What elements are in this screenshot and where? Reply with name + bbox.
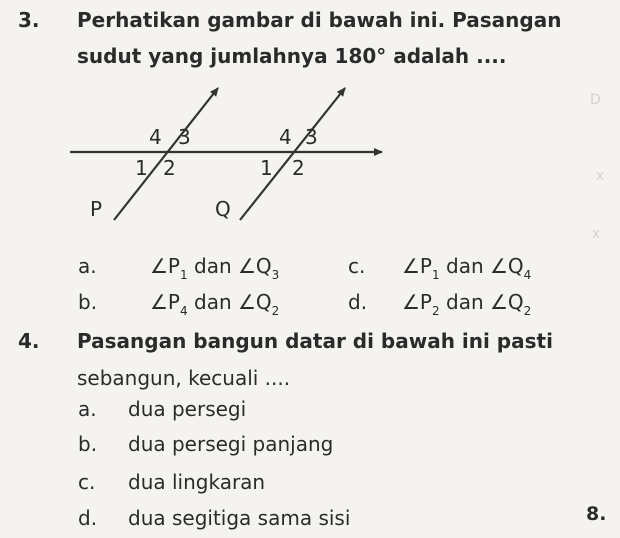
angle-label-right-3: 3 (305, 125, 318, 149)
conjunction: dan (194, 290, 232, 314)
angle-2: ∠Q (490, 290, 524, 314)
question-3-text-line1: Perhatikan gambar di bawah ini. Pasangan (77, 8, 562, 32)
q4-option-d-letter: d. (78, 506, 98, 530)
q3-option-d[interactable]: $\angle P_2$ dan $\angle Q_2$ (402, 290, 532, 318)
q3-option-d-letter: d. (348, 290, 368, 314)
angle-label-right-1: 1 (260, 156, 273, 180)
angle-label-left-3: 3 (178, 125, 191, 149)
question-3-text-line2: sudut yang jumlahnya 180° adalah .... (77, 44, 507, 68)
point-label-Q: Q (215, 197, 231, 221)
parallel-lines-diagram (70, 82, 390, 232)
q4-option-d[interactable]: dua segitiga sama sisi (128, 506, 351, 530)
q3-option-a[interactable]: $\angle P_1$ dan $\angle Q_3$ (150, 254, 280, 282)
angle-1: ∠P (402, 254, 432, 278)
angle-2: ∠Q (490, 254, 524, 278)
bleed-through-mark: D (590, 92, 601, 108)
angle-2: ∠Q (238, 254, 272, 278)
angle-1: ∠P (150, 254, 180, 278)
q3-option-b-letter: b. (78, 290, 98, 314)
angle-label-left-2: 2 (163, 156, 176, 180)
conjunction: dan (446, 290, 484, 314)
angle-label-left-4: 4 (149, 125, 162, 149)
angle-1: ∠P (402, 290, 432, 314)
conjunction: dan (446, 254, 484, 278)
q4-option-a[interactable]: dua persegi (128, 397, 247, 421)
q3-option-c[interactable]: $\angle P_1$ dan $\angle Q_4$ (402, 254, 532, 282)
transversal-left (114, 88, 218, 220)
next-question-number: 8. (586, 503, 607, 525)
question-4-number: 4. (18, 329, 40, 353)
q4-option-b-letter: b. (78, 432, 98, 456)
angle-2: ∠Q (238, 290, 272, 314)
question-4-text-line1: Pasangan bangun datar di bawah ini pasti (77, 329, 553, 353)
q3-option-c-letter: c. (348, 254, 366, 278)
q4-option-c[interactable]: dua lingkaran (128, 470, 266, 494)
angle-label-right-4: 4 (279, 125, 292, 149)
q4-option-c-letter: c. (78, 470, 96, 494)
bleed-through-mark: x (592, 226, 601, 242)
angle-label-right-2: 2 (292, 156, 305, 180)
q3-option-b[interactable]: $\angle P_4$ dan $\angle Q_2$ (150, 290, 280, 318)
angle-label-left-1: 1 (135, 156, 148, 180)
transversal-right (240, 88, 345, 220)
bleed-through-mark: x (596, 168, 605, 184)
q4-option-a-letter: a. (78, 397, 97, 421)
q3-option-a-letter: a. (78, 254, 97, 278)
angle-1: ∠P (150, 290, 180, 314)
conjunction: dan (194, 254, 232, 278)
question-3-number: 3. (18, 8, 40, 32)
question-4-text-line2: sebangun, kecuali .... (77, 366, 291, 390)
q4-option-b[interactable]: dua persegi panjang (128, 432, 334, 456)
point-label-P: P (90, 197, 103, 221)
